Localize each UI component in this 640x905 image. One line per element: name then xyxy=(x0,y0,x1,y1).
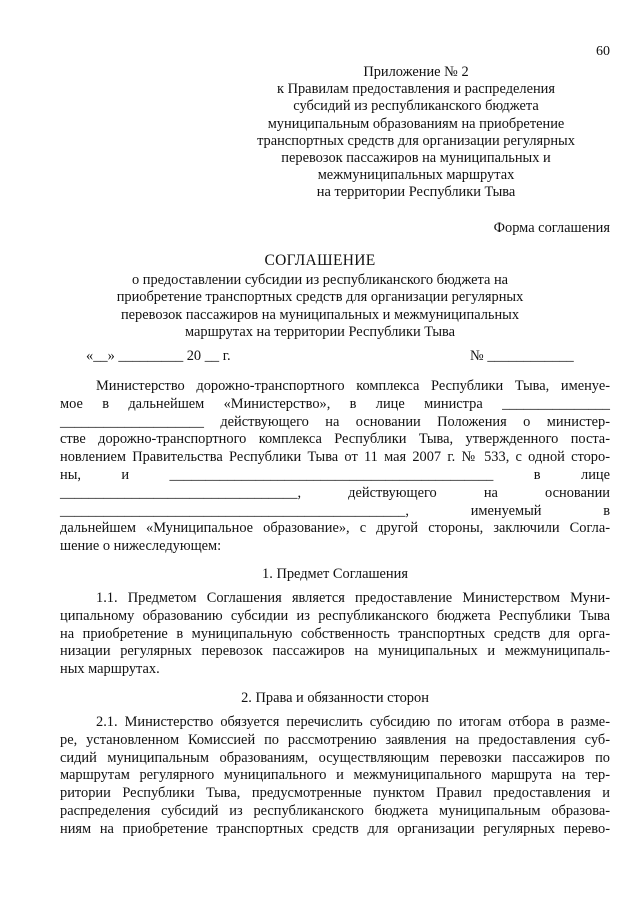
text-line: маршрутам регулярного муниципального и межмуниципального маршрута на тер- xyxy=(60,767,610,784)
form-label: Форма соглашения xyxy=(493,220,610,236)
text-line: распределения субсидий из республиканского бюджета муниципальным образова- xyxy=(60,802,610,819)
text-line: мое в дальнейшем «Министерство», в лице министра _______________ xyxy=(60,395,610,412)
text-line: ципальному образованию субсидии из республиканского бюджета Республики Тыва xyxy=(60,607,610,624)
appendix-line: муниципальным образованиям на приобретение xyxy=(267,115,565,132)
text-line: ных маршрутах. xyxy=(60,661,160,678)
appendix-line: на территории Республики Тыва xyxy=(316,184,516,201)
document-title: СОГЛАШЕНИЕ xyxy=(264,252,376,269)
preamble-paragraph xyxy=(60,378,610,556)
section-heading-rights: 2. Права и обязанности сторон xyxy=(241,690,429,706)
subtitle-line: о предоставлении субсидии из республиканского бюджета на xyxy=(131,272,509,288)
appendix-line: Приложение № 2 xyxy=(363,64,469,80)
subtitle-line: перевозок пассажиров на муниципальных и межмуниципальных xyxy=(120,306,520,323)
text-line: низации регулярных перевозок пассажиров на муниципальных и межмуниципаль- xyxy=(60,643,610,660)
appendix-line: субсидий из республиканского бюджета xyxy=(293,98,539,115)
appendix-line: транспортных средств для организации регулярных xyxy=(257,132,575,149)
text-line: ____________________ действующего на основании Положения о министер- xyxy=(60,413,610,430)
text-line: ниям на приобретение транспортных средств для организации регулярных перево- xyxy=(60,820,610,837)
text-line: ритории Республики Тыва, предусмотренные пунктом Правил предоставления и xyxy=(60,785,610,802)
document-subtitle xyxy=(60,272,580,342)
text-line: Министерство дорожно-транспортного комплекса Республики Тыва, именуе- xyxy=(96,378,610,394)
subtitle-line: маршрутах на территории Республики Тыва xyxy=(185,324,455,341)
appendix-line: к Правилам предоставления и распределения xyxy=(277,81,555,98)
text-line: ны, и _____________________________________________ в лице xyxy=(60,466,610,483)
text-line: новлением Правительства Республики Тыва от 11 мая 2007 г. № 533, с одной сторо- xyxy=(60,449,610,466)
text-line: _________________________________, действующего на основании xyxy=(60,484,610,501)
text-line: ________________________________________________, именуемый в xyxy=(60,502,610,519)
appendix-header xyxy=(250,64,582,202)
section-heading-subject: 1. Предмет Соглашения xyxy=(262,566,408,582)
section2-paragraph xyxy=(60,714,610,839)
text-line: 1.1. Предметом Соглашения является предоставление Министерством Муни- xyxy=(96,590,610,606)
number-field: № ____________ xyxy=(470,348,574,364)
text-line: 2.1. Министерство обязуется перечислить субсидию по итогам отбора в разме- xyxy=(96,714,610,730)
text-line: шение о нижеследующем: xyxy=(60,538,222,555)
text-line: сидий муниципальным образованиям, осуществляющим перевозки пассажиров по xyxy=(60,749,610,766)
text-line: дальнейшем «Муниципальное образование», с другой стороны, заключили Согла- xyxy=(60,520,610,537)
page-number: 60 xyxy=(596,44,610,59)
subtitle-line: приобретение транспортных средств для организации регулярных xyxy=(116,289,524,306)
text-line: на приобретение в муниципальную собственность транспортных средств для орга- xyxy=(60,625,610,642)
text-line: ре, установленном Комиссией по рассмотрению заявления на предоставления суб- xyxy=(60,731,610,748)
text-line: стве дорожно-транспортного комплекса Республики Тыва, утвержденного поста- xyxy=(60,431,610,448)
section1-paragraph xyxy=(60,590,610,679)
appendix-line: перевозок пассажиров на муниципальных и xyxy=(281,150,551,167)
appendix-line: межмуниципальных маршрутах xyxy=(317,167,515,184)
date-field: «__» _________ 20 __ г. xyxy=(86,348,231,364)
